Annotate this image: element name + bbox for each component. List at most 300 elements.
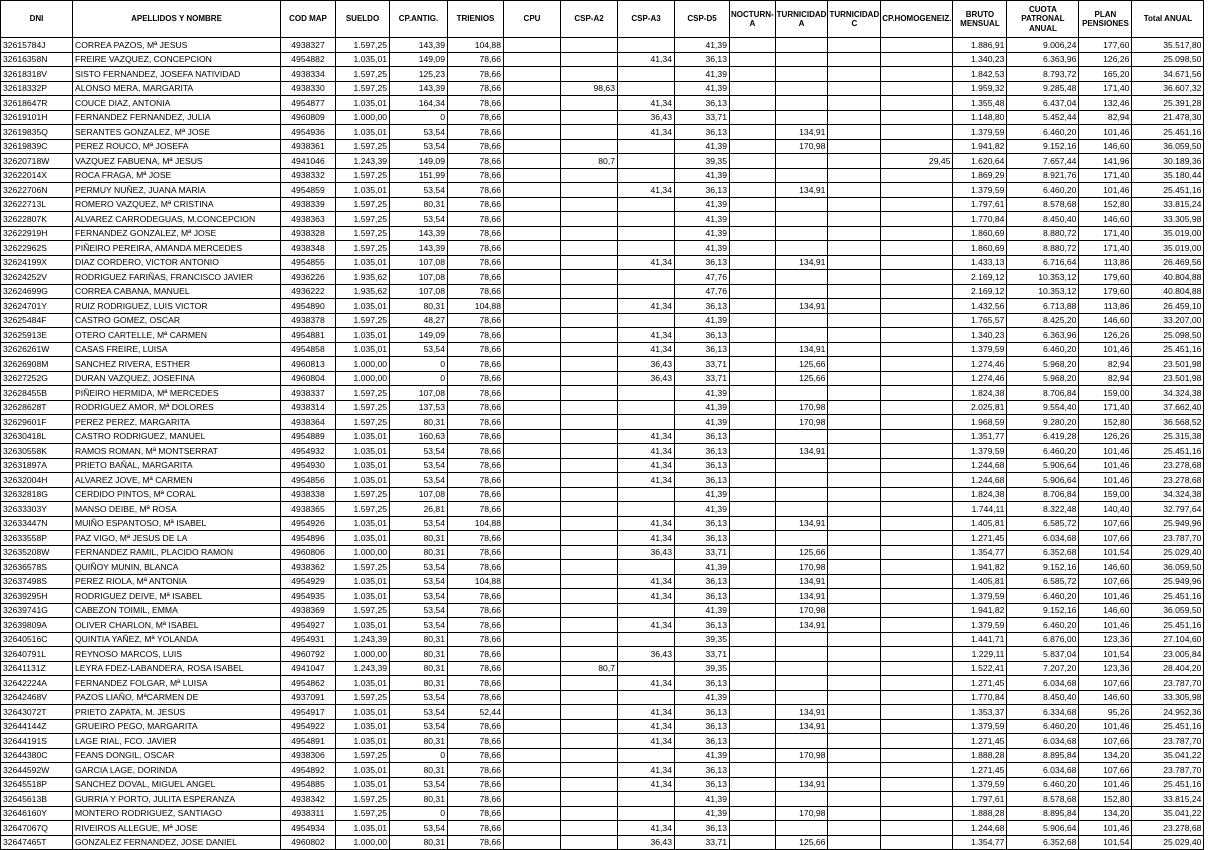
table-row: [1, 299, 1204, 314]
cell-plan-pensiones: 101,46: [1079, 342, 1132, 357]
cell-turnicidad-a: [775, 270, 828, 285]
cell-trienios: 78,66: [448, 81, 504, 96]
cell-cpu: [504, 284, 561, 299]
cell-plan-pensiones: 107,66: [1079, 734, 1132, 749]
cell-csp-a3: [618, 748, 675, 763]
cell-cod-map: 4954877: [281, 96, 336, 111]
cell-sueldo: 1.035,01: [336, 444, 390, 459]
cell-cp-antig: 53,54: [390, 560, 448, 575]
cell-dni: 32619101H: [1, 110, 73, 125]
cell-csp-a2: 98,63: [561, 81, 618, 96]
cell-total-anual: 24.952,36: [1132, 705, 1204, 720]
cell-apellidos-nombre: SISTO FERNANDEZ, JOSEFA NATIVIDAD: [73, 67, 281, 82]
cell-cp-homogeneiz: [881, 676, 953, 691]
cell-csp-a2: [561, 313, 618, 328]
cell-total-anual: 35.180,44: [1132, 168, 1204, 183]
cell-apellidos-nombre: DURAN VAZQUEZ, JOSEFINA: [73, 371, 281, 386]
cell-nocturna: [730, 560, 776, 575]
cell-turnicidad-a: 134,91: [775, 444, 828, 459]
cell-cp-antig: 80,31: [390, 734, 448, 749]
cell-trienios: 78,66: [448, 676, 504, 691]
cell-csp-a3: 41,34: [618, 516, 675, 531]
cell-cuota-patronal: 8.880,72: [1007, 226, 1079, 241]
cell-turnicidad-c: [828, 806, 881, 821]
cell-trienios: 78,66: [448, 357, 504, 372]
cell-turnicidad-a: 134,91: [775, 342, 828, 357]
cell-csp-d5: 33,71: [675, 357, 730, 372]
cell-cpu: [504, 255, 561, 270]
cell-sueldo: 1.035,01: [336, 255, 390, 270]
cell-bruto-mensual: 1.842,53: [953, 67, 1007, 82]
cell-cp-homogeneiz: [881, 67, 953, 82]
cell-total-anual: 25.949,96: [1132, 574, 1204, 589]
cell-cp-antig: 0: [390, 371, 448, 386]
column-header-sueldo: SUELDO: [336, 1, 390, 38]
cell-sueldo: 1.035,01: [336, 328, 390, 343]
cell-csp-d5: 36,13: [675, 52, 730, 67]
cell-cp-antig: 53,54: [390, 719, 448, 734]
cell-cod-map: 4954932: [281, 444, 336, 459]
cell-cp-homogeneiz: [881, 589, 953, 604]
cell-cpu: [504, 386, 561, 401]
cell-nocturna: [730, 574, 776, 589]
cell-cuota-patronal: 6.460,20: [1007, 342, 1079, 357]
cell-turnicidad-a: [775, 212, 828, 227]
cell-trienios: 78,66: [448, 792, 504, 807]
cell-plan-pensiones: 101,46: [1079, 473, 1132, 488]
cell-cuota-patronal: 5.906,64: [1007, 473, 1079, 488]
cell-cp-antig: 80,31: [390, 299, 448, 314]
cell-cuota-patronal: 6.460,20: [1007, 183, 1079, 198]
cell-bruto-mensual: 1.271,45: [953, 763, 1007, 778]
cell-sueldo: 1.035,01: [336, 589, 390, 604]
cell-turnicidad-a: 125,66: [775, 357, 828, 372]
cell-csp-a3: [618, 154, 675, 169]
cell-bruto-mensual: 1.379,59: [953, 777, 1007, 792]
cell-cuota-patronal: 6.034,68: [1007, 734, 1079, 749]
cell-apellidos-nombre: MONTERO RODRIGUEZ, SANTIAGO: [73, 806, 281, 821]
cell-csp-a2: [561, 821, 618, 836]
cell-trienios: 78,66: [448, 313, 504, 328]
cell-csp-d5: 41,39: [675, 792, 730, 807]
table-row: [1, 748, 1204, 763]
cell-plan-pensiones: 101,54: [1079, 835, 1132, 850]
cell-cod-map: 4960802: [281, 835, 336, 850]
cell-apellidos-nombre: CERDIDO PINTOS, Mª CORAL: [73, 487, 281, 502]
cell-cpu: [504, 545, 561, 560]
cell-turnicidad-a: [775, 429, 828, 444]
cell-csp-d5: 36,13: [675, 734, 730, 749]
cell-csp-a2: [561, 589, 618, 604]
cell-cp-homogeneiz: [881, 415, 953, 430]
cell-cuota-patronal: 6.716,64: [1007, 255, 1079, 270]
cell-cuota-patronal: 6.334,68: [1007, 705, 1079, 720]
cell-bruto-mensual: 1.340,23: [953, 52, 1007, 67]
cell-dni: 32636578S: [1, 560, 73, 575]
cell-cp-homogeneiz: [881, 618, 953, 633]
cell-cp-antig: 53,54: [390, 777, 448, 792]
cell-csp-a3: 41,34: [618, 719, 675, 734]
cell-sueldo: 1.035,01: [336, 429, 390, 444]
cell-trienios: 78,66: [448, 429, 504, 444]
cell-sueldo: 1.035,01: [336, 125, 390, 140]
cell-sueldo: 1.035,01: [336, 183, 390, 198]
cell-cod-map: 4938328: [281, 226, 336, 241]
cell-bruto-mensual: 1.379,59: [953, 183, 1007, 198]
cell-nocturna: [730, 226, 776, 241]
cell-cp-homogeneiz: [881, 386, 953, 401]
cell-cuota-patronal: 6.363,96: [1007, 328, 1079, 343]
cell-trienios: 78,66: [448, 444, 504, 459]
cell-apellidos-nombre: OTERO CARTELLE, Mª CARMEN: [73, 328, 281, 343]
cell-turnicidad-a: [775, 792, 828, 807]
cell-nocturna: [730, 705, 776, 720]
cell-dni: 32645518P: [1, 777, 73, 792]
cell-cod-map: 4954922: [281, 719, 336, 734]
cell-csp-a3: [618, 38, 675, 53]
cell-bruto-mensual: 1.148,80: [953, 110, 1007, 125]
cell-cp-antig: 0: [390, 357, 448, 372]
cell-cp-antig: 53,54: [390, 473, 448, 488]
cell-total-anual: 36.607,32: [1132, 81, 1204, 96]
cell-cpu: [504, 67, 561, 82]
cell-apellidos-nombre: FEANS DONGIL, OSCAR: [73, 748, 281, 763]
cell-bruto-mensual: 1.765,57: [953, 313, 1007, 328]
cell-apellidos-nombre: CABEZON TOIMIL, EMMA: [73, 603, 281, 618]
cell-bruto-mensual: 1.797,61: [953, 792, 1007, 807]
cell-total-anual: 23.278,68: [1132, 821, 1204, 836]
cell-turnicidad-a: 170,98: [775, 603, 828, 618]
cell-apellidos-nombre: PIÑEIRO HERMIDA, Mª MERCEDES: [73, 386, 281, 401]
cell-bruto-mensual: 1.797,61: [953, 197, 1007, 212]
cell-turnicidad-c: [828, 38, 881, 53]
cell-turnicidad-c: [828, 777, 881, 792]
cell-csp-a2: [561, 212, 618, 227]
cell-sueldo: 1.000,00: [336, 110, 390, 125]
cell-cp-antig: 53,54: [390, 342, 448, 357]
cell-cp-antig: 53,54: [390, 516, 448, 531]
cell-cod-map: 4954855: [281, 255, 336, 270]
cell-cpu: [504, 444, 561, 459]
cell-apellidos-nombre: FERNANDEZ GONZALEZ, Mª JOSE: [73, 226, 281, 241]
cell-cpu: [504, 125, 561, 140]
cell-nocturna: [730, 792, 776, 807]
cell-bruto-mensual: 1.379,59: [953, 125, 1007, 140]
cell-plan-pensiones: 101,46: [1079, 458, 1132, 473]
cell-sueldo: 1.000,00: [336, 357, 390, 372]
cell-turnicidad-a: 170,98: [775, 748, 828, 763]
cell-dni: 32625913E: [1, 328, 73, 343]
cell-bruto-mensual: 1.274,46: [953, 357, 1007, 372]
cell-nocturna: [730, 400, 776, 415]
table-row: [1, 719, 1204, 734]
cell-cuota-patronal: 10.353,12: [1007, 284, 1079, 299]
column-header-dni: DNI: [1, 1, 73, 38]
cell-turnicidad-c: [828, 661, 881, 676]
cell-cp-homogeneiz: [881, 125, 953, 140]
cell-sueldo: 1.035,01: [336, 52, 390, 67]
column-header-csp-a2: CSP-A2: [561, 1, 618, 38]
cell-trienios: 78,66: [448, 748, 504, 763]
cell-dni: 32619839C: [1, 139, 73, 154]
cell-cp-antig: 26,81: [390, 502, 448, 517]
cell-cp-antig: 53,54: [390, 705, 448, 720]
cell-turnicidad-a: [775, 763, 828, 778]
cell-csp-d5: 36,13: [675, 328, 730, 343]
cell-cod-map: 4954890: [281, 299, 336, 314]
cell-bruto-mensual: 1.522,41: [953, 661, 1007, 676]
cell-csp-d5: 36,13: [675, 719, 730, 734]
cell-csp-d5: 41,39: [675, 38, 730, 53]
cell-apellidos-nombre: QUIÑOY MUNIN, BLANCA: [73, 560, 281, 575]
cell-nocturna: [730, 632, 776, 647]
cell-sueldo: 1.597,25: [336, 81, 390, 96]
cell-trienios: 78,66: [448, 690, 504, 705]
cell-cpu: [504, 560, 561, 575]
cell-total-anual: 25.451,16: [1132, 589, 1204, 604]
cell-cp-homogeneiz: [881, 487, 953, 502]
cell-trienios: 78,66: [448, 777, 504, 792]
cell-cp-antig: 107,08: [390, 487, 448, 502]
cell-cuota-patronal: 5.452,44: [1007, 110, 1079, 125]
cell-bruto-mensual: 1.888,28: [953, 748, 1007, 763]
cell-total-anual: 35.019,00: [1132, 241, 1204, 256]
cell-cod-map: 4954892: [281, 763, 336, 778]
cell-nocturna: [730, 806, 776, 821]
cell-trienios: 78,66: [448, 473, 504, 488]
cell-csp-d5: 41,39: [675, 81, 730, 96]
cell-total-anual: 25.949,96: [1132, 516, 1204, 531]
cell-plan-pensiones: 107,66: [1079, 531, 1132, 546]
table-body: [1, 38, 1204, 850]
cell-bruto-mensual: 1.441,71: [953, 632, 1007, 647]
cell-turnicidad-c: [828, 313, 881, 328]
cell-cp-homogeneiz: [881, 821, 953, 836]
table-row: [1, 241, 1204, 256]
cell-nocturna: [730, 96, 776, 111]
cell-sueldo: 1.597,25: [336, 603, 390, 618]
cell-nocturna: [730, 197, 776, 212]
cell-csp-d5: 41,39: [675, 560, 730, 575]
cell-csp-d5: 36,13: [675, 429, 730, 444]
cell-csp-a3: [618, 502, 675, 517]
cell-dni: 32635208W: [1, 545, 73, 560]
cell-nocturna: [730, 125, 776, 140]
cell-turnicidad-c: [828, 502, 881, 517]
cell-cod-map: 4954881: [281, 328, 336, 343]
cell-apellidos-nombre: CASAS FREIRE, LUISA: [73, 342, 281, 357]
cell-sueldo: 1.597,25: [336, 502, 390, 517]
table-row: [1, 661, 1204, 676]
cell-cod-map: 4954896: [281, 531, 336, 546]
cell-cp-antig: 107,08: [390, 255, 448, 270]
cell-cp-antig: 107,08: [390, 386, 448, 401]
cell-sueldo: 1.000,00: [336, 835, 390, 850]
cell-turnicidad-a: [775, 284, 828, 299]
cell-csp-a2: [561, 734, 618, 749]
cell-cuota-patronal: 6.713,88: [1007, 299, 1079, 314]
cell-turnicidad-a: [775, 96, 828, 111]
cell-turnicidad-a: [775, 241, 828, 256]
cell-bruto-mensual: 1.379,59: [953, 444, 1007, 459]
column-header-cp-antig: CP.ANTIG.: [390, 1, 448, 38]
cell-turnicidad-c: [828, 647, 881, 662]
cell-cp-homogeneiz: [881, 777, 953, 792]
cell-dni: 32626908M: [1, 357, 73, 372]
cell-turnicidad-a: 134,91: [775, 777, 828, 792]
cell-csp-a3: [618, 226, 675, 241]
cell-plan-pensiones: 171,40: [1079, 400, 1132, 415]
cell-csp-a2: [561, 763, 618, 778]
cell-cp-antig: 53,54: [390, 139, 448, 154]
cell-dni: 32632818G: [1, 487, 73, 502]
cell-cp-antig: 149,09: [390, 52, 448, 67]
cell-csp-a2: [561, 531, 618, 546]
cell-cp-antig: 143,39: [390, 226, 448, 241]
cell-csp-a3: 41,34: [618, 52, 675, 67]
cell-csp-d5: 41,39: [675, 487, 730, 502]
cell-nocturna: [730, 183, 776, 198]
cell-trienios: 78,66: [448, 52, 504, 67]
cell-turnicidad-c: [828, 241, 881, 256]
cell-cuota-patronal: 6.460,20: [1007, 125, 1079, 140]
cell-dni: 32618318V: [1, 67, 73, 82]
cell-trienios: 78,66: [448, 647, 504, 662]
cell-nocturna: [730, 357, 776, 372]
column-header-csp-a3: CSP-A3: [618, 1, 675, 38]
cell-dni: 32618332P: [1, 81, 73, 96]
cell-csp-a2: [561, 400, 618, 415]
cell-apellidos-nombre: SERANTES GONZALEZ, Mª JOSE: [73, 125, 281, 140]
cell-plan-pensiones: 146,60: [1079, 212, 1132, 227]
cell-total-anual: 25.451,16: [1132, 618, 1204, 633]
cell-cp-homogeneiz: [881, 212, 953, 227]
cell-csp-a3: [618, 415, 675, 430]
cell-sueldo: 1.597,25: [336, 748, 390, 763]
cell-cp-homogeneiz: [881, 429, 953, 444]
cell-sueldo: 1.935,62: [336, 270, 390, 285]
cell-apellidos-nombre: CORREA PAZOS, Mª JESUS: [73, 38, 281, 53]
cell-cpu: [504, 806, 561, 821]
cell-bruto-mensual: 1.824,38: [953, 386, 1007, 401]
cell-sueldo: 1.035,01: [336, 705, 390, 720]
column-header-cuota-patronal: CUOTA PATRONAL ANUAL: [1007, 1, 1079, 38]
cell-csp-a3: 41,34: [618, 299, 675, 314]
cell-cod-map: 4938334: [281, 67, 336, 82]
cell-plan-pensiones: 126,26: [1079, 328, 1132, 343]
cell-csp-d5: 36,13: [675, 516, 730, 531]
cell-csp-a2: [561, 415, 618, 430]
cell-turnicidad-a: [775, 502, 828, 517]
table-row: [1, 792, 1204, 807]
cell-sueldo: 1.243,39: [336, 632, 390, 647]
cell-cpu: [504, 618, 561, 633]
cell-cod-map: 4954930: [281, 458, 336, 473]
cell-plan-pensiones: 95,26: [1079, 705, 1132, 720]
cell-turnicidad-a: [775, 110, 828, 125]
table-row: [1, 821, 1204, 836]
cell-sueldo: 1.035,01: [336, 618, 390, 633]
cell-apellidos-nombre: GURRIA Y PORTO, JULITA ESPERANZA: [73, 792, 281, 807]
table-row: [1, 125, 1204, 140]
cell-csp-a3: [618, 241, 675, 256]
cell-turnicidad-c: [828, 226, 881, 241]
cell-cp-homogeneiz: [881, 284, 953, 299]
cell-trienios: 78,66: [448, 154, 504, 169]
cell-total-anual: 23.787,70: [1132, 763, 1204, 778]
cell-cpu: [504, 38, 561, 53]
cell-apellidos-nombre: PEREZ ROUCO, Mª JOSEFA: [73, 139, 281, 154]
cell-sueldo: 1.597,25: [336, 313, 390, 328]
cell-cod-map: 4954934: [281, 821, 336, 836]
cell-plan-pensiones: 101,46: [1079, 618, 1132, 633]
cell-sueldo: 1.597,25: [336, 168, 390, 183]
cell-cp-homogeneiz: [881, 531, 953, 546]
cell-plan-pensiones: 82,94: [1079, 371, 1132, 386]
cell-cpu: [504, 415, 561, 430]
cell-plan-pensiones: 123,36: [1079, 632, 1132, 647]
cell-sueldo: 1.597,25: [336, 487, 390, 502]
cell-bruto-mensual: 1.244,68: [953, 821, 1007, 836]
cell-apellidos-nombre: ROMERO VAZQUEZ, Mª CRISTINA: [73, 197, 281, 212]
cell-nocturna: [730, 313, 776, 328]
cell-sueldo: 1.597,25: [336, 139, 390, 154]
cell-cpu: [504, 226, 561, 241]
cell-csp-d5: 33,71: [675, 110, 730, 125]
table-row: [1, 545, 1204, 560]
cell-cp-homogeneiz: [881, 81, 953, 96]
cell-apellidos-nombre: LEYRA FDEZ-LABANDERA, ROSA ISABEL: [73, 661, 281, 676]
cell-csp-a2: [561, 719, 618, 734]
cell-apellidos-nombre: RUIZ RODRIGUEZ, LUIS VICTOR: [73, 299, 281, 314]
cell-csp-d5: 36,13: [675, 618, 730, 633]
cell-turnicidad-a: [775, 690, 828, 705]
cell-turnicidad-a: [775, 81, 828, 96]
cell-apellidos-nombre: GARCIA LAGE, DORINDA: [73, 763, 281, 778]
cell-cod-map: 4954889: [281, 429, 336, 444]
cell-dni: 32622919H: [1, 226, 73, 241]
cell-csp-a3: [618, 212, 675, 227]
table-row: [1, 835, 1204, 850]
cell-turnicidad-c: [828, 212, 881, 227]
cell-plan-pensiones: 101,46: [1079, 444, 1132, 459]
cell-turnicidad-c: [828, 574, 881, 589]
cell-dni: 32639741G: [1, 603, 73, 618]
cell-bruto-mensual: 1.244,68: [953, 473, 1007, 488]
cell-trienios: 78,66: [448, 270, 504, 285]
cell-trienios: 78,66: [448, 284, 504, 299]
cell-cpu: [504, 328, 561, 343]
cell-cpu: [504, 487, 561, 502]
cell-cpu: [504, 603, 561, 618]
cell-total-anual: 23.278,68: [1132, 473, 1204, 488]
cell-dni: 32642468V: [1, 690, 73, 705]
cell-cp-antig: 149,09: [390, 154, 448, 169]
cell-cp-homogeneiz: [881, 545, 953, 560]
cell-sueldo: 1.597,25: [336, 806, 390, 821]
cell-cuota-patronal: 9.280,20: [1007, 415, 1079, 430]
cell-csp-a3: 41,34: [618, 574, 675, 589]
cell-dni: 32630558K: [1, 444, 73, 459]
cell-dni: 32615784J: [1, 38, 73, 53]
cell-dni: 32633558P: [1, 531, 73, 546]
cell-cp-homogeneiz: [881, 96, 953, 111]
cell-csp-a3: [618, 81, 675, 96]
cell-turnicidad-a: [775, 52, 828, 67]
cell-trienios: 78,66: [448, 618, 504, 633]
cell-cp-homogeneiz: [881, 661, 953, 676]
cell-csp-a2: [561, 835, 618, 850]
